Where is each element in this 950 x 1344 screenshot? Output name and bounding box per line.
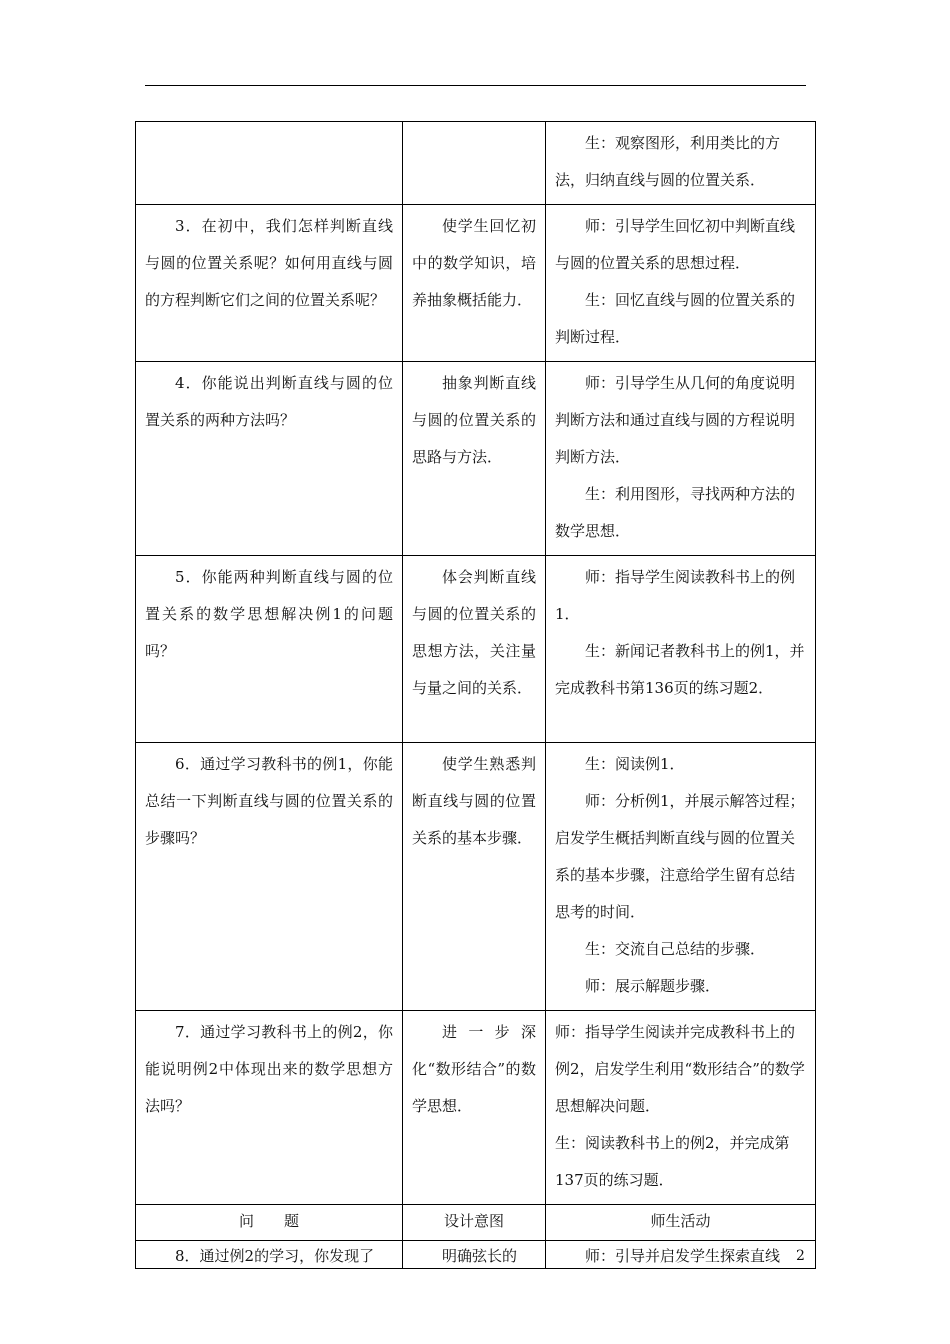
activity-text: 师：引导并启发学生探索直线 — [585, 1247, 781, 1265]
activity-text: 师：分析例1，并展示解答过程；启发学生概括判断直线与圆的位置关系的基本步骤，注意给学生留有总结思考的时间． — [555, 792, 805, 921]
intent-cell — [403, 743, 546, 1011]
table-row — [136, 205, 816, 362]
activity-text: 生：观察图形，利用类比的方法，归纳直线与圆的位置关系． — [555, 134, 781, 189]
intent-cell — [403, 205, 546, 362]
header-question: 问 题 — [136, 1205, 403, 1241]
question-text: 6．通过学习教科书的例1，你能总结一下判断直线与圆的位置关系的步骤吗？ — [145, 755, 393, 847]
question-text: 8．通过例2的学习，你发现了 — [175, 1247, 375, 1265]
activity-text: 师：指导学生阅读并完成教科书上的例2，启发学生利用“数形结合”的数学思想解决问题． — [555, 1023, 805, 1115]
activity-text: 师：引导学生从几何的角度说明判断方法和通过直线与圆的方程说明判断方法． — [555, 374, 796, 466]
question-cell — [136, 1011, 403, 1205]
intent-text: 进一步深化“数形结合”的数学思想． — [412, 1023, 536, 1115]
table-row — [136, 1011, 816, 1205]
intent-text: 明确弦长的 — [442, 1247, 518, 1265]
table-row — [136, 122, 816, 205]
activity-cell — [546, 122, 816, 205]
intent-text: 使学生熟悉判断直线与圆的位置关系的基本步骤． — [412, 755, 536, 847]
activity-text: 师：引导学生回忆初中判断直线与圆的位置关系的思想过程． — [555, 217, 796, 272]
header-intent: 设计意图 — [403, 1205, 546, 1241]
intent-cell — [403, 1011, 546, 1205]
activity-text: 生：新闻记者教科书上的例1，并完成教科书第136页的练习题2． — [555, 642, 805, 697]
question-cell — [136, 362, 403, 556]
activity-cell — [546, 743, 816, 1011]
question-cell — [136, 1241, 403, 1269]
intent-cell — [403, 556, 546, 743]
question-cell — [136, 743, 403, 1011]
question-cell — [136, 122, 403, 205]
activity-cell — [546, 1241, 816, 1269]
intent-cell — [403, 122, 546, 205]
intent-cell — [403, 1241, 546, 1269]
table-row — [136, 362, 816, 556]
intent-text: 体会判断直线与圆的位置关系的思想方法，关注量与量之间的关系． — [412, 568, 536, 697]
question-cell — [136, 556, 403, 743]
question-text: 3．在初中，我们怎样判断直线与圆的位置关系呢？如何用直线与圆的方程判断它们之间的位置关系呢？ — [145, 217, 393, 309]
activity-cell — [546, 205, 816, 362]
question-text: 4．你能说出判断直线与圆的位置关系的两种方法吗？ — [145, 374, 393, 429]
intent-text: 使学生回忆初中的数学知识，培养抽象概括能力． — [412, 217, 536, 309]
activity-text: 生：阅读教科书上的例2，并完成第137页的练习题． — [555, 1134, 790, 1189]
table-row — [136, 556, 816, 743]
question-text: 7．通过学习教科书上的例2，你能说明例2中体现出来的数学思想方法吗？ — [145, 1023, 393, 1115]
page-number: 2 — [796, 1248, 805, 1264]
header-activity: 师生活动 — [546, 1205, 816, 1241]
intent-cell — [403, 362, 546, 556]
question-text: 5．你能两种判断直线与圆的位置关系的数学思想解决例1的问题吗？ — [145, 568, 393, 660]
table-row — [136, 1241, 816, 1269]
activity-text: 生：阅读例1． — [585, 755, 685, 773]
activity-text: 师：展示解题步骤． — [585, 977, 721, 995]
activity-cell — [546, 362, 816, 556]
table-row — [136, 743, 816, 1011]
activity-text: 生：利用图形，寻找两种方法的数学思想． — [555, 485, 796, 540]
activity-cell — [546, 1011, 816, 1205]
activity-cell — [546, 556, 816, 743]
activity-text: 生：交流自己总结的步骤． — [585, 940, 766, 958]
lesson-table — [135, 121, 816, 1269]
intent-text: 抽象判断直线与圆的位置关系的思路与方法． — [412, 374, 536, 466]
header-rule — [145, 85, 806, 86]
table-header-row — [136, 1205, 816, 1241]
activity-text: 师：指导学生阅读教科书上的例1． — [555, 568, 796, 623]
activity-text: 生：回忆直线与圆的位置关系的判断过程． — [555, 291, 796, 346]
question-cell — [136, 205, 403, 362]
